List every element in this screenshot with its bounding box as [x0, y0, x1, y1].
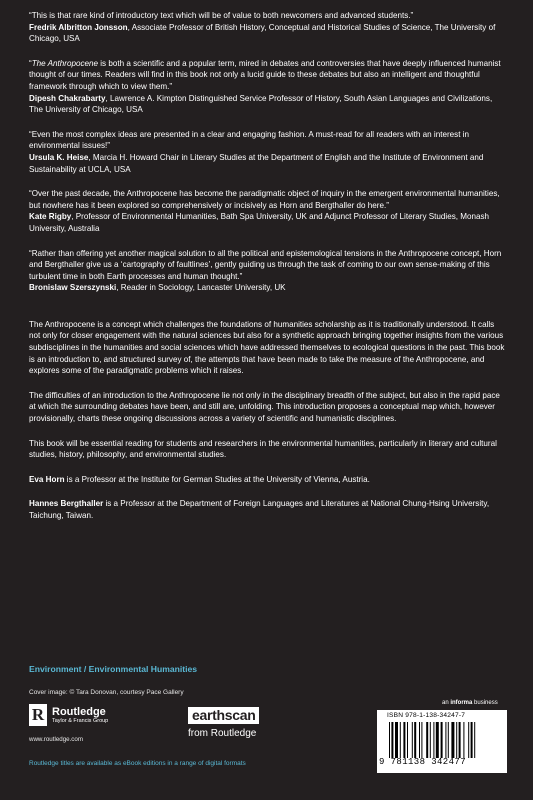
author-bio-text: is a Professor at the Institute for German Studies at the University of Vienna, Austria. [64, 474, 370, 484]
description-paragraph-3: This book will be essential reading for students and researchers in the environmental humanities, particularly in literary and cultural studies, history, philosophy, and environmental studies. [29, 438, 497, 460]
quote-open-mark: “ [29, 58, 32, 68]
description-paragraph-1: The Anthropocene is a concept which challenges the foundations of humanities scholarship as it is traditionally understood. It calls not only for closer engagement with the natural sciences but also for a synthetic approach bringing together insights from the various subdisciplines in the humanities and social sciences which have addressed themselves to ecological questions in the past. This book is an introduction to, and structured survey of, the attempts that have been made to take the measure of the Anthropocene, and explores some of the paradigmatic problems which it raises. [29, 319, 505, 376]
description-paragraph-2: The difficulties of an introduction to the Anthropocene lie not only in the disciplinary breadth of the subject, but also in the rapid pace at which the surrounding debates have been, and still are, unfolding. This introduction proposes a conceptual map which, however provisionally, charts these ongoing discussions across a variety of scientific and humanistic disciplines. [29, 390, 500, 424]
endorsement-quote: “Even the most complex ideas are presented in a clear and engaging fashion. A must-read for all readers with an interest in environmental issues!” [29, 129, 470, 151]
informa-prefix: an [442, 700, 451, 706]
publisher-url[interactable]: www.routledge.com [29, 736, 83, 743]
endorser-name: Ursula K. Heise [29, 152, 89, 162]
author-name: Hannes Bergthaller [29, 499, 104, 509]
author-bio-1 [29, 474, 507, 486]
isbn-label: ISBN 978-1-138-34247-7 [387, 712, 466, 719]
routledge-group: Taylor & Francis Group [52, 717, 109, 724]
cover-image-credit: Cover image: © Tara Donovan, courtesy Pace Gallery [29, 689, 184, 696]
earthscan-from: from Routledge [188, 728, 257, 739]
author-bio-text: is a Professor at the Department of Foreign Languages and Literatures at National Chung-Hsing University, Taichung, Taiwan. [29, 499, 490, 520]
endorser-affiliation: , Reader in Sociology, Lancaster University, UK [116, 283, 286, 293]
author-bio-2 [29, 498, 507, 521]
endorser-affiliation: , Associate Professor of British History, Conceptual and Historical Studies of Science, The University of Chicago, USA [29, 22, 496, 44]
ebook-availability-note: Routledge titles are available as eBook editions in a range of digital formats [29, 760, 246, 767]
endorsement-1 [29, 10, 507, 45]
routledge-name: Routledge [52, 705, 106, 718]
endorser-name: Fredrik Albritton Jonsson [29, 22, 128, 32]
isbn-barcode [377, 710, 507, 773]
informa-suffix: business [472, 700, 498, 706]
quote-book-title: The Anthropocene [31, 58, 98, 68]
routledge-r-icon: R [29, 704, 47, 726]
author-name: Eva Horn [29, 474, 65, 484]
earthscan-wordmark: earthscan [188, 707, 259, 724]
subject-category: Environment / Environmental Humanities [29, 664, 198, 674]
endorsement-quote: “Over the past decade, the Anthropocene has become the paradigmatic object of inquiry in the emergent environmental humanities, but nowhere has it been explored so comprehensively or incisively as Horn and Bergthaller do here.” [29, 189, 500, 210]
endorser-name: Kate Rigby [29, 212, 72, 222]
endorsement-5 [29, 248, 507, 294]
informa-brand: informa [450, 700, 473, 706]
earthscan-logo [188, 707, 259, 739]
endorsement-3 [29, 129, 507, 175]
quote-text: is both a scientific and a popular term, mired in debates and controversies that have deeply influenced humanist thought of our times. Readers will find in this book not only a lucid guide to these debates but also an intelligent and thoughtful framework through which to view them.” [29, 58, 501, 91]
endorser-name: Dipesh Chakrabarty [29, 93, 106, 103]
barcode-digits: 9 781138 342477 [379, 757, 467, 767]
endorsement-quote: “This is that rare kind of introductory text which will be of value to both newcomers and advanced students.” [29, 11, 414, 20]
routledge-logo [29, 704, 108, 726]
endorser-affiliation: , Marcia H. Howard Chair in Literary Studies at the Department of English and the Institute of Environment and Sustainability at UCLA, USA [29, 152, 484, 174]
informa-business-label [442, 700, 498, 706]
endorsement-quote: “Rather than offering yet another magical solution to all the political and epistemological tensions in the Anthropocene concept, Horn and Bergthaller give us a ‘cartography of faultlines’, gently guiding us through the task of coming to our own sense-making of this turbulent time in both Earth processes and human thought.” [29, 248, 502, 281]
back-cover-text [29, 10, 507, 535]
endorser-name: Bronislaw Szerszynski [29, 283, 117, 293]
barcode-icon [389, 722, 505, 758]
endorsement-4 [29, 188, 507, 234]
endorser-affiliation: , Professor of Environmental Humanities, Bath Spa University, UK and Adjunct Professor of Literary Studies, Monash University, Australia [29, 212, 490, 233]
endorsement-2 [29, 58, 507, 116]
endorsement-quote [29, 58, 507, 93]
endorser-affiliation: , Lawrence A. Kimpton Distinguished Service Professor of History, South Asian Languages and Civilizations, The University of Chicago, USA [29, 93, 493, 115]
